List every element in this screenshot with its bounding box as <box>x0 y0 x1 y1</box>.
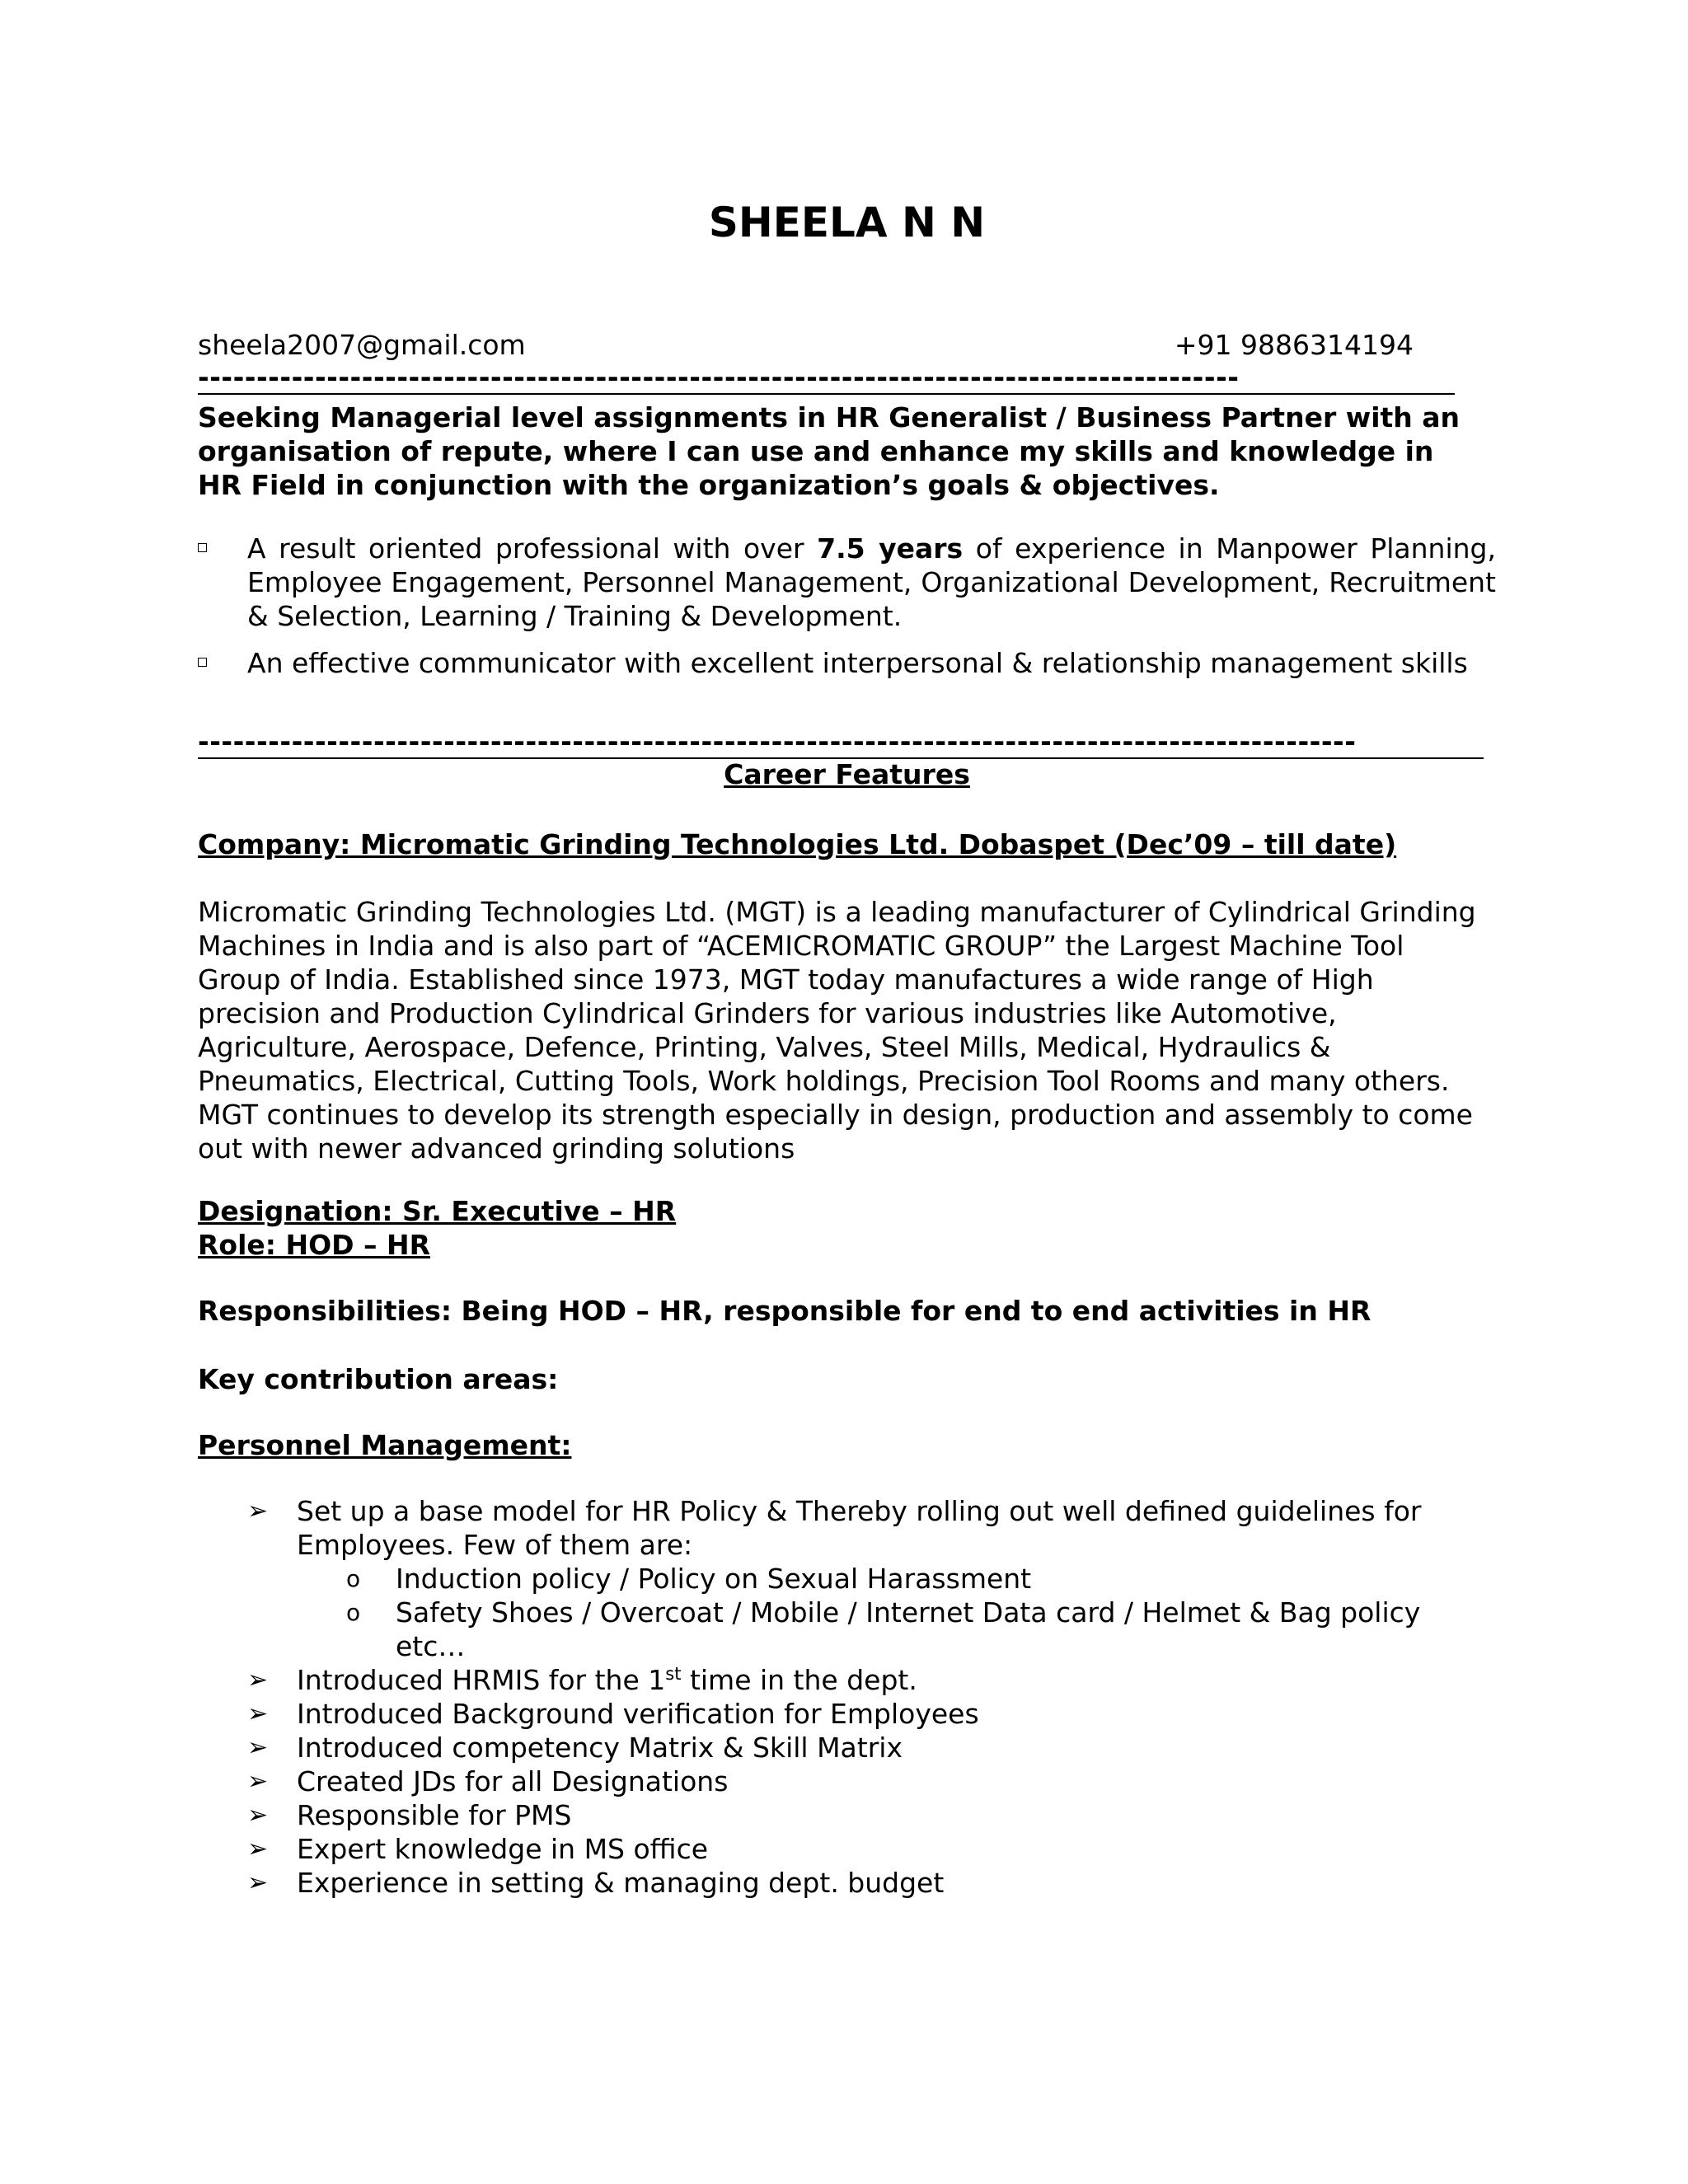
separator-rule <box>198 393 1455 395</box>
summary-item: A result oriented professional with over 7.5 years of experience in Manpower Planning, Employee Engagement, Personnel Management, Organizational Development, Recruitment & Selection, Learning / Training & Development. <box>198 532 1496 633</box>
candidate-name: SHEELA N N <box>708 199 986 246</box>
list-item: ➢ Introduced HRMIS for the 1st time in the dept. <box>247 1664 917 1696</box>
separator-line: ----------------------------------------------------------------------------------------- <box>198 366 1240 389</box>
list-item: ➢ Created JDs for all Designations <box>247 1765 729 1797</box>
responsibilities: Responsibilities: Being HOD – HR, responsible for end to end activities in HR <box>198 1295 1372 1327</box>
arrow-bullet-icon: ➢ <box>247 1733 269 1762</box>
career-features-heading: Career Features <box>724 758 970 790</box>
list-item: ➢ Experience in setting & managing dept. budget <box>247 1867 945 1899</box>
square-bullet-icon <box>198 543 207 552</box>
summary-list <box>198 532 1496 680</box>
role: Role: HOD – HR <box>198 1229 431 1261</box>
contribution-list <box>247 1494 1484 1900</box>
personnel-management-heading: Personnel Management: <box>198 1429 572 1461</box>
list-item: ➢ Introduced Background verification for Employees <box>247 1698 979 1730</box>
career-objective: Seeking Managerial level assignments in HR Generalist / Business Partner with an organisation of repute, where I can use and enhance my skills and knowledge in HR Field in conjunction with the organization’s goals & objectives. <box>198 401 1461 501</box>
arrow-bullet-icon: ➢ <box>247 1767 269 1796</box>
key-contribution-areas: Key contribution areas: <box>198 1363 559 1395</box>
email-address: sheela2007@gmail.com <box>198 329 526 361</box>
arrow-bullet-icon: ➢ <box>247 1699 269 1728</box>
company-description: Micromatic Grinding Technologies Ltd. (MGT) is a leading manufacturer of Cylindrical Grinding Machines in India and is also part of “ACEMICROMATIC GROUP” the Largest Machine Tool Group of India. Established since 1973, MGT today manufactures a wide range of High precision and Production Cylindrical Grinders for various industries like Automotive, Agriculture, Aerospace, Defence, Printing, Valves, Steel Mills, Medical, Hydraulics & Pneumatics, Electrical, Cutting Tools, Work holdings, Precision Tool Rooms and many others. MGT continues to develop its strength especially in design, production and assembly to come out with newer advanced grinding solutions <box>198 896 1476 1165</box>
list-item: ➢ Expert knowledge in MS office <box>247 1833 709 1865</box>
company-heading: Company: Micromatic Grinding Technologies Ltd. Dobaspet (Dec’09 – till date) <box>198 828 1397 860</box>
circle-bullet-icon: o <box>346 1565 361 1592</box>
sub-list-item: o Safety Shoes / Overcoat / Mobile / Internet Data card / Helmet & Bag policy etc… <box>346 1596 1421 1662</box>
experience-years: 7.5 years <box>817 532 964 565</box>
arrow-bullet-icon: ➢ <box>247 1666 269 1694</box>
list-item: ➢ Set up a base model for HR Policy & Thereby rolling out well defined guidelines for Employees. Few of them are: <box>247 1495 1422 1561</box>
arrow-bullet-icon: ➢ <box>247 1868 269 1897</box>
sub-list-item: o Induction policy / Policy on Sexual Harassment <box>346 1563 1032 1595</box>
list-item: ➢ Introduced competency Matrix & Skill Matrix <box>247 1732 903 1764</box>
square-bullet-icon <box>198 658 207 667</box>
designation: Designation: Sr. Executive – HR <box>198 1195 677 1227</box>
arrow-bullet-icon: ➢ <box>247 1801 269 1830</box>
phone-number: +91 9886314194 <box>1174 329 1414 361</box>
summary-item: An effective communicator with excellent interpersonal & relationship management skills <box>198 646 1496 680</box>
arrow-bullet-icon: ➢ <box>247 1497 269 1526</box>
arrow-bullet-icon: ➢ <box>247 1835 269 1863</box>
list-item: ➢ Responsible for PMS <box>247 1799 572 1831</box>
separator-line: --------------------------------------------------------------------------------------------------- <box>198 730 1357 753</box>
circle-bullet-icon: o <box>346 1599 361 1626</box>
